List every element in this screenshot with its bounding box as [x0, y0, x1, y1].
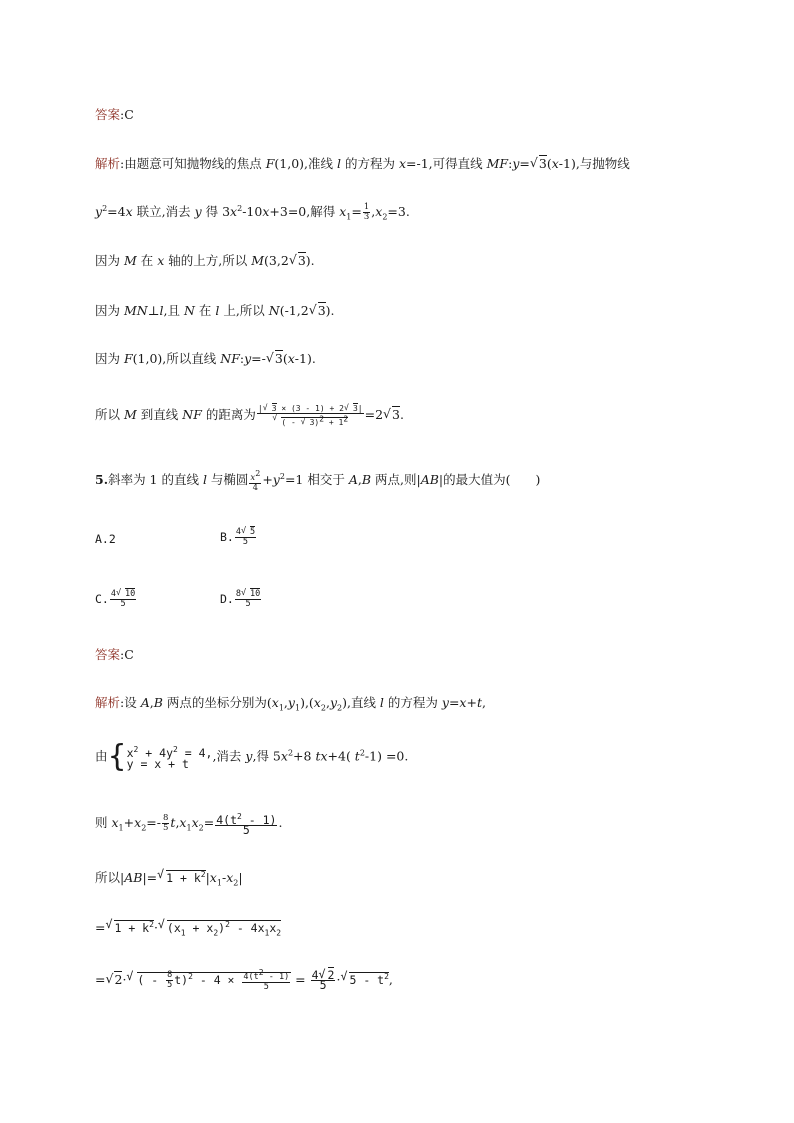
solution-2-line-3: 则 $x_1+x_2=-$ $\frac{8}{5}$ $t,x_1x_2=$ $\frac{4(t^2 - 1)}{5}$ .	[95, 812, 283, 837]
solution-label: 解析	[95, 695, 121, 710]
solution-2-line-2: 由{ $x^2 + 4y^2 = 4$, y = x + t ,消去 y,得 $5x^2+8$ tx+4( $t^2-1) =0$.	[95, 739, 409, 774]
solution-1-line-4: 因为 MN⊥l,且 N 在 l 上,所以 N(-1,2√ 3).	[95, 302, 335, 320]
answer-value: :C	[120, 647, 134, 662]
solution-1-line-5: 因为 F(1,0),所以直线 NF:y=-√ 3(x-1).	[95, 350, 316, 368]
question-5: 5.斜率为 1 的直线 l 与椭圆 $\frac{x^2}{4}$ $+y^2=1$ 相交于 A,B 两点,则|AB|的最大值为( )	[95, 468, 541, 493]
answer-value: :C	[120, 107, 134, 122]
solution-2-line-5: =√ $1 + k^2\cdot√$ $(x_1 + x_2)^2 - 4x_1x_2$	[95, 916, 281, 942]
answer-1	[95, 106, 134, 124]
solution-1-line-2: $y^2=4x$ 联立,消去 y 得 $3x^2-10x+3=0$,解得 $x_1=$ $\frac{1}{3}$ $,x_2=3$.	[95, 202, 410, 223]
answer-2	[95, 646, 134, 664]
solution-2-line-6: =√ 2·√ ( - $\frac{8}{5}$ t)$^2$ - 4 × $\frac{4(t^2 - 1)}{5}$ = $\frac{4√ 2}{5}$ ·√ $5 - t^2$,	[95, 968, 393, 992]
solution-1-line-1: 解析:由题意可知抛物线的焦点 F(1,0),准线 l 的方程为 x=-1,可得直线 MF:y=√ 3(x-1),与抛物线	[95, 155, 630, 173]
answer-label: 答案	[95, 107, 121, 122]
solution-2-line-1: 解析:设 A,B 两点的坐标分别为$(x_1,y_1),(x_2,y_2)$,直线 l 的方程为 y=x+t,	[95, 695, 486, 713]
solution-2-line-4: 所以|AB|=√ $1 + k^2|x_1-x_2|$	[95, 866, 243, 892]
solution-1-line-6: 所以 M 到直线 NF 的距离为 |√ 3 × (3 - 1) + 2√ 3| √ ( - √ $3)^2 + 1^2$ =2√ 3.	[95, 404, 404, 427]
option-d: D. $\frac{8√ 10}{5}$	[220, 590, 262, 609]
option-a: A.2	[95, 532, 116, 546]
solution-label: 解析	[95, 156, 121, 171]
answer-label: 答案	[95, 647, 121, 662]
option-c: C. $\frac{4√ 10}{5}$	[95, 590, 137, 609]
solution-1-line-3: 因为 M 在 x 轴的上方,所以 M(3,2√ 3).	[95, 252, 315, 270]
option-b: B. $\frac{4√ 5}{5}$	[220, 528, 257, 547]
